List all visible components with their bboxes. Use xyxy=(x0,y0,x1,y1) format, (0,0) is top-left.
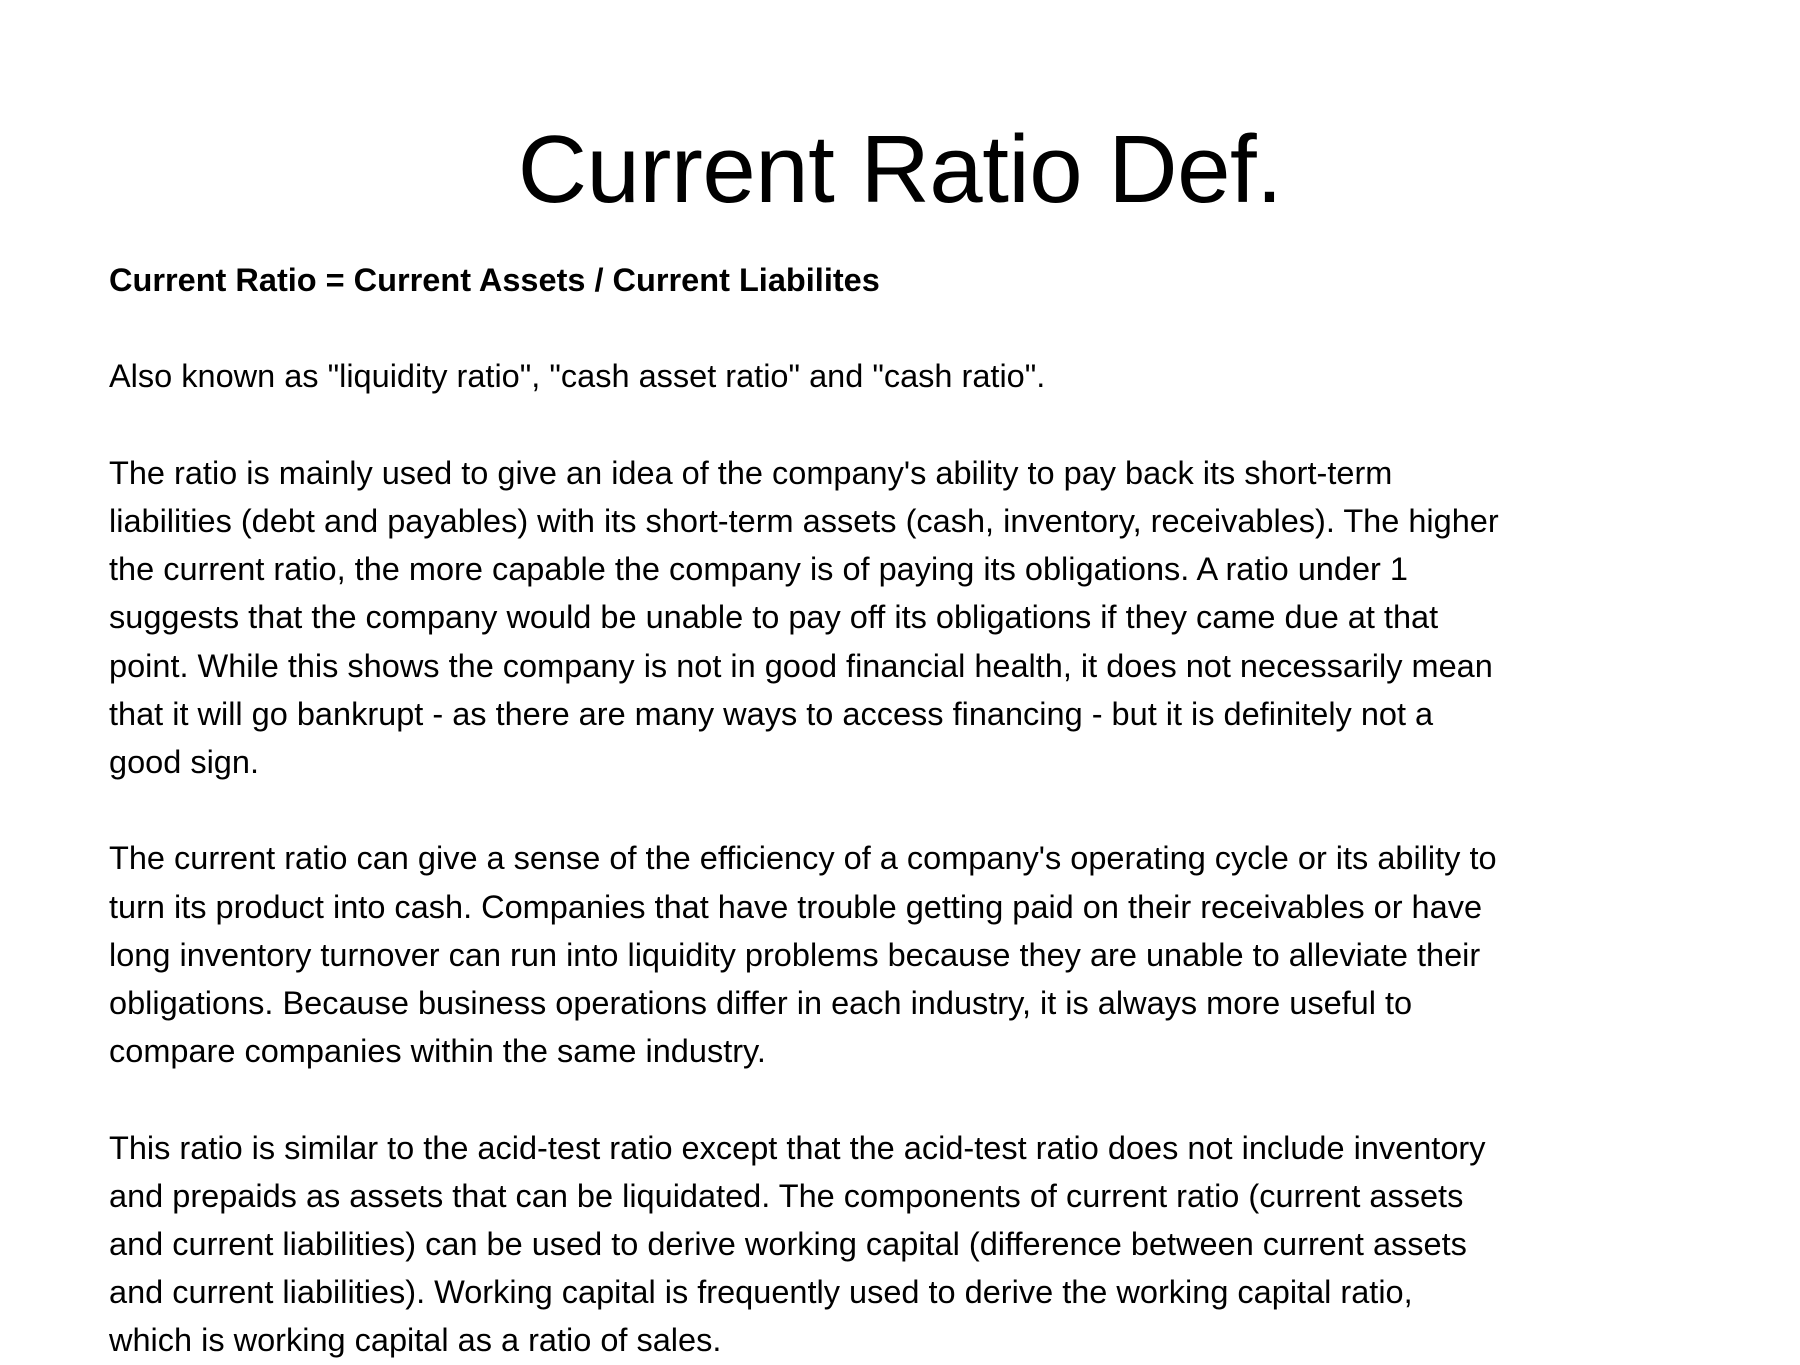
paragraph-line: The ratio is mainly used to give an idea of the company's ability to pay back its short-term xyxy=(109,454,1393,491)
slide-title: Current Ratio Def. xyxy=(517,116,1283,223)
paragraph-line: and current liabilities) can be used to derive working capital (difference between current assets xyxy=(109,1226,1467,1262)
spacer xyxy=(109,786,1709,834)
paragraph-line: The current ratio can give a sense of the efficiency of a company's operating cycle or its ability to xyxy=(109,840,1497,877)
paragraph-line: compare companies within the same industry. xyxy=(109,1033,766,1070)
spacer xyxy=(109,401,1709,449)
paragraph-line: This ratio is similar to the acid-test ratio except that the acid-test ratio does not include inventory xyxy=(109,1129,1486,1166)
paragraph-efficiency xyxy=(109,834,1709,1075)
paragraph-line: point. While this shows the company is not in good financial health, it does not necessarily mean xyxy=(109,647,1493,684)
paragraph-line: suggests that the company would be unable to pay off its obligations if they came due at that xyxy=(109,599,1439,636)
paragraph-line: and prepaids as assets that can be liquidated. The components of current ratio (current assets xyxy=(109,1177,1464,1214)
spacer xyxy=(109,1075,1709,1123)
paragraph-line: which is working capital as a ratio of sales. xyxy=(109,1322,722,1359)
paragraph-line: obligations. Because business operations differ in each industry, it is always more useful to xyxy=(109,985,1413,1021)
paragraph-liquidity xyxy=(109,449,1709,786)
spacer xyxy=(109,304,1709,352)
paragraph-line: long inventory turnover can run into liquidity problems because they are unable to alleviate their xyxy=(109,936,1481,973)
paragraph-line: good sign. xyxy=(109,744,259,780)
paragraph-line: turn its product into cash. Companies that have trouble getting paid on their receivables or have xyxy=(109,888,1483,925)
aka-line: Also known as "liquidity ratio", "cash asset ratio" and "cash ratio". xyxy=(109,358,1046,395)
paragraph-line: that it will go bankrupt - as there are many ways to access financing - but it is definitely not a xyxy=(109,695,1434,732)
paragraph-line: and current liabilities). Working capital is frequently used to derive the working capital ratio, xyxy=(109,1274,1413,1311)
paragraph-line: the current ratio, the more capable the company is of paying its obligations. A ratio under 1 xyxy=(109,551,1408,588)
paragraph-acid-test xyxy=(109,1124,1709,1365)
paragraph-line: liabilities (debt and payables) with its short-term assets (cash, inventory, receivables). The higher xyxy=(109,502,1499,539)
formula-line: Current Ratio = Current Assets / Current Liabilites xyxy=(109,262,880,298)
slide-body xyxy=(109,256,1709,1365)
